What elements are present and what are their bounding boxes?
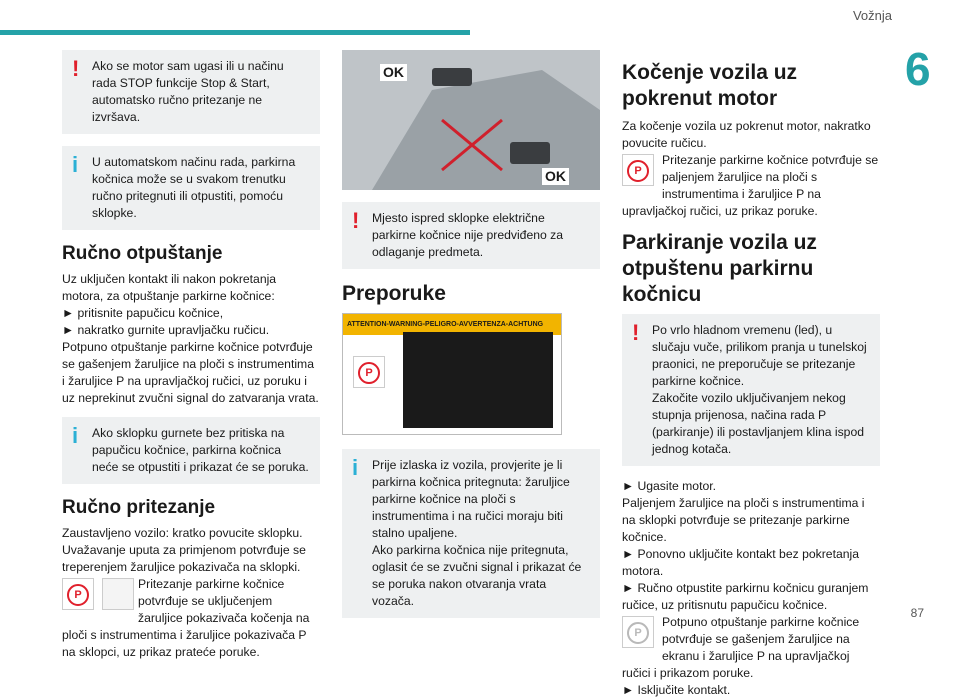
ok-label-bottom: OK [542,168,569,185]
warning-box [62,50,320,134]
header-bar [0,30,470,35]
chapter-number: 6 [905,43,931,95]
brake-text: Za kočenje vozila uz pokrenut motor, nakratko povucite ručicu. [622,119,871,150]
info-box [62,146,320,230]
parking-brake-icon: P [622,154,654,186]
screen-message-icon [102,578,134,610]
warning-box [342,202,600,269]
info-text: Prije izlaska iz vozila, provjerite je li parkirna kočnica pritegnuta: žaruljice parkirne kočnice na ploči s instrumentima i na ručici moraju biti stalno upaljene. Ako parkirna kočnica nije pritegnuta, oglasit će se zvučni signal i prikazat će se poruka nakon otvaranja vrata vozača. [372,458,582,608]
parking-steps: ► Ugasite motor. Paljenjem žaruljice na ploči s instrumentima i na sklopki potvrđuje se pritezanje parkirne kočnice. ► Ponovno uključite kontakt bez pokretanja motora. ► Ručno otpustite parkirnu kočnicu guranjem ručice, uz pritisnutu papučicu kočnice. [622,479,869,612]
info-text: Ako sklopku gurnete bez pritiska na papučicu kočnice, parkirna kočnica neće se otpustiti i prikazat će se poruka. [92,426,309,474]
warning-icon: ! [632,320,640,345]
warning-text: Ako se motor sam ugasi ili u načinu rada STOP funkcije Stop & Start, automatsko ručno pritezanje ne izvršava. [92,59,284,124]
apply-text-2: Pritezanje parkirne kočnice potvrđuje se uključenjem žaruljice pokazivača kočenja na ploči s instrumentima i žaruljice pokazivača P na sklopci, uz prikaz prateće poruke. [62,577,310,659]
warning-text: Mjesto ispred sklopke električne parkirne kočnice nije predviđeno za odlaganje predmeta. [372,211,564,259]
warning-icon: ! [352,208,360,233]
parking-brake-icon: P [353,356,385,388]
heading-braking: Kočenje vozila uz pokrenut motor [622,61,798,110]
heading-manual-release: Ručno otpuštanje [62,243,223,264]
switch-photo [342,50,600,190]
page-number: 87 [910,606,924,620]
heading-manual-apply: Ručno pritezanje [62,497,216,518]
sticker-title: ATTENTION-WARNING-PELIGRO-AVVERTENZA-ACHTUNG [343,314,561,335]
warning-text: Po vrlo hladnom vremenu (led), u slučaju vuče, prilikom pranja u tunelskoj praonici, ne preporučuje se pritezanje parkirne kočnice. Zakočite vozilo uključivanjem nekog stupnja prijenosa, načina rada P (parkiranje) ili postavljanjem klina ispod jednog kotača. [652,323,867,456]
brake-icons [622,152,880,220]
info-box [342,449,600,618]
column-right [622,50,880,699]
parking-brake-off-icon: P [622,616,654,648]
info-icon: i [72,152,79,177]
parking-brake-icon: P [62,578,94,610]
ok-label-top: OK [380,64,407,81]
info-text: U automatskom načinu rada, parkirna kočnica može se u svakom trenutku ručno pritegnuti ili otpustiti, pomoću sklopke. [92,155,296,220]
warning-sticker [342,313,562,435]
parking-steps-2: Potpuno otpuštanje parkirne kočnice potvrđuje se gašenjem žaruljice na ekranu i žaruljice P na upravljačkoj ručici i prikazom poruke. ► Isključite kontakt. [622,615,860,697]
apply-icons [62,576,320,661]
brake-text-2: Pritezanje parkirne kočnice potvrđuje se paljenjem žaruljice na ploči s instrumentima i žaruljice P na upravljačkoj ručici, uz prikaz poruke. [622,153,879,218]
apply-text: Zaustavljeno vozilo: kratko povucite sklopku. Uvažavanje uputa za primjenom potvrđuje se treperenjem žaruljice pokazivača na sklopki. [62,526,306,574]
info-icon: i [72,423,79,448]
warning-box [622,314,880,466]
column-middle [342,50,600,630]
info-icon: i [352,455,359,480]
warning-icon: ! [72,56,80,81]
info-box [62,417,320,484]
heading-parking: Parkiranje vozila uz otpuštenu parkirnu kočnicu [622,231,817,306]
release-text: Uz uključen kontakt ili nakon pokretanja motora, za otpuštanje parkirne kočnice: ► pritisnite papučicu kočnice, ► nakratko gurnite upravljačku ručicu. Potpuno otpuštanje parkirne kočnice potvrđuje se gašenjem žaruljice na ploči s instrumentima i žaruljice P na upravljačkoj ručici, uz poruku i uz neprekinut zvučni signal do zatvaranja vrata. [62,272,319,405]
section-title: Vožnja [852,8,892,23]
heading-recommendations: Preporuke [342,282,446,305]
column-left [62,50,320,661]
sticker-text-panel [403,332,553,428]
release-icons [622,614,880,699]
